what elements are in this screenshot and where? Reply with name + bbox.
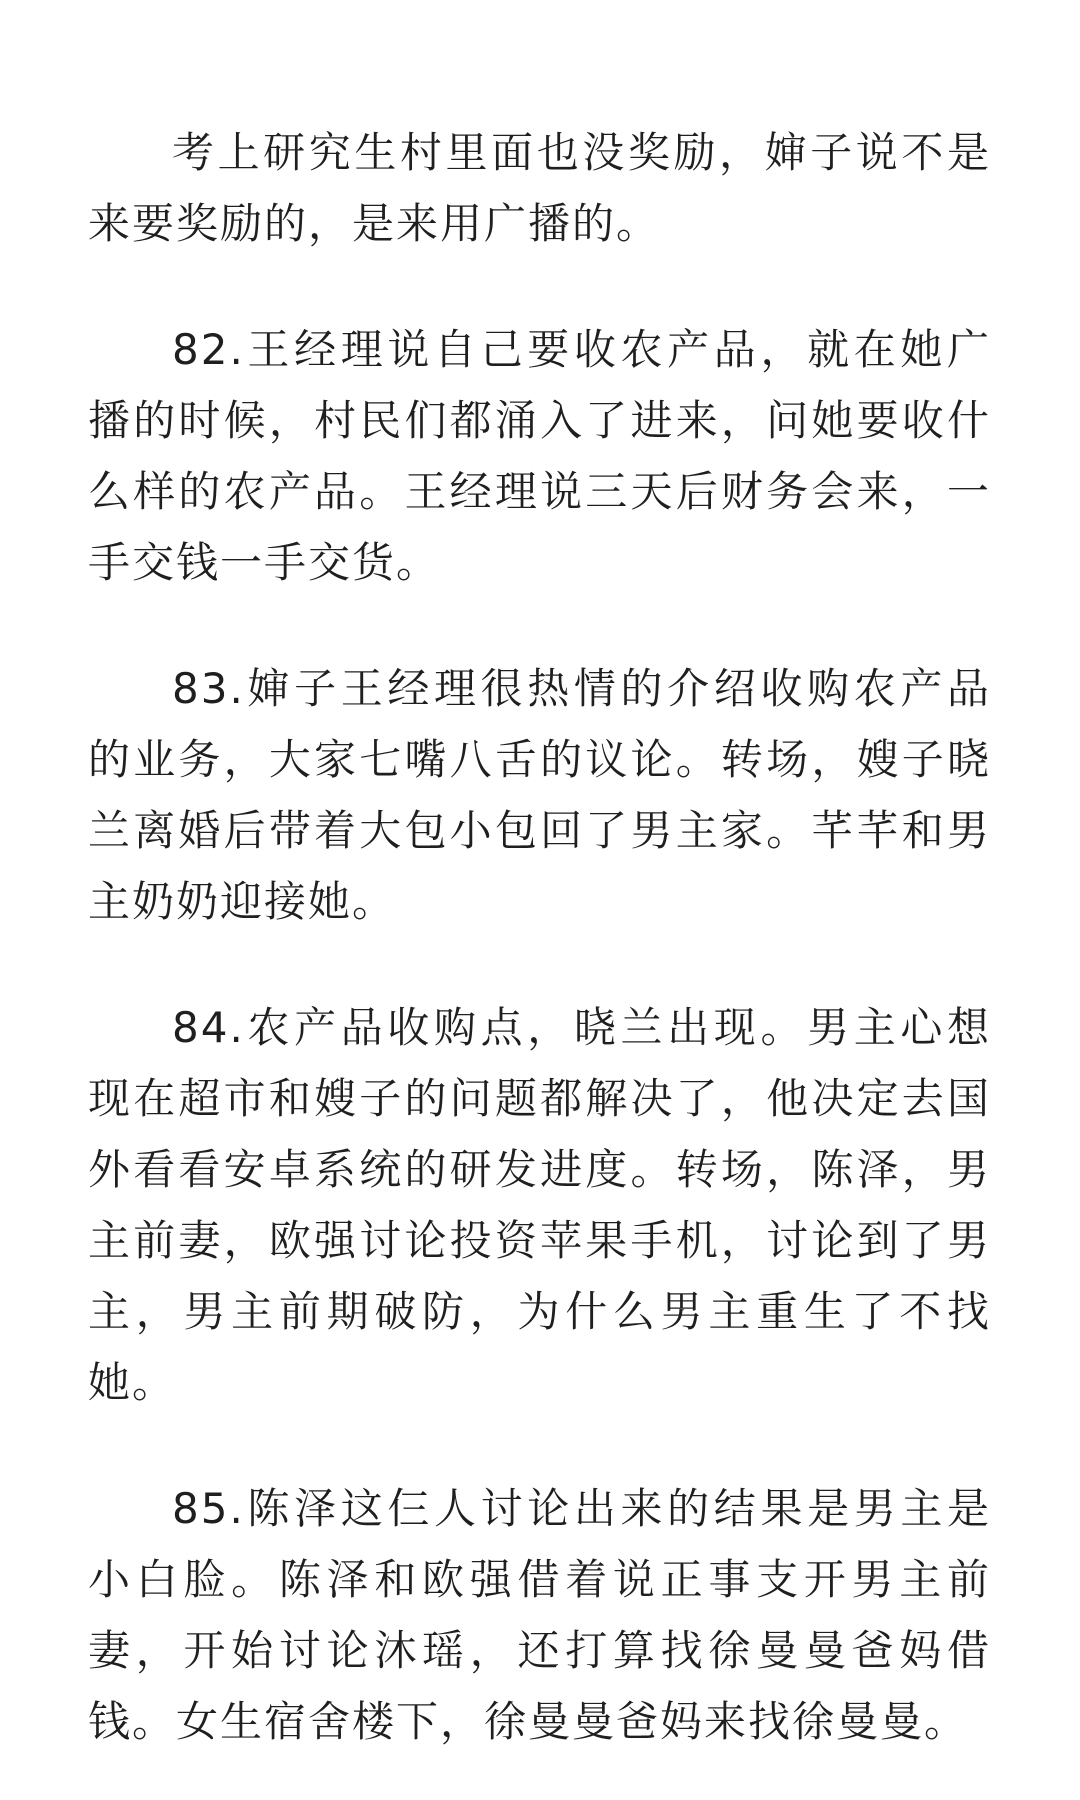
paragraph-82: 82.王经理说自己要收农产品，就在她广播的时候，村民们都涌入了进来，问她要收什么样的农产品。王经理说三天后财务会来，一手交钱一手交货。 [88, 325, 991, 587]
paragraph-83: 83.婶子王经理很热情的介绍收购农产品的业务，大家七嘴八舌的议论。转场，嫂子晓兰离婚后带着大包小包回了男主家。芊芊和男主奶奶迎接她。 [88, 664, 991, 926]
paragraph-85: 85.陈泽这仨人讨论出来的结果是男主是小白脸。陈泽和欧强借着说正事支开男主前妻，开始讨论沐瑶，还打算找徐曼曼爸妈借钱。女生宿舍楼下，徐曼曼爸妈来找徐曼曼。 [88, 1484, 991, 1746]
paragraph-84: 84.农产品收购点，晓兰出现。男主心想现在超市和嫂子的问题都解决了，他决定去国外看看安卓系统的研发进度。转场，陈泽，男主前妻，欧强讨论投资苹果手机，讨论到了男主，男主前期破防，为什么男主重生了不找她。 [88, 1003, 991, 1407]
paragraph-1: 考上研究生村里面也没奖励，婶子说不是来要奖励的，是来用广播的。 [88, 128, 991, 248]
